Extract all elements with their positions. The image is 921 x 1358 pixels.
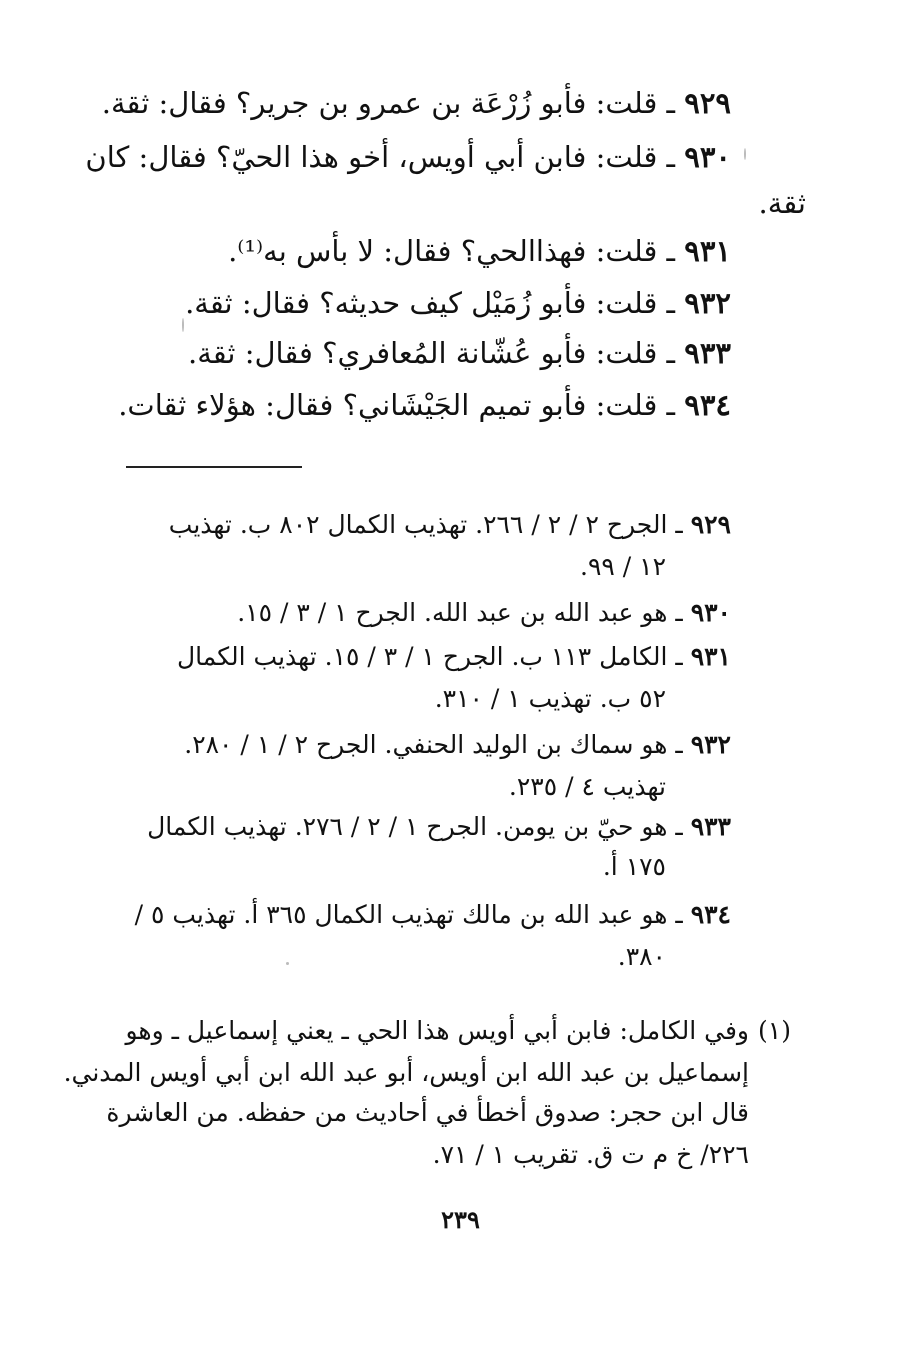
reference-text: ـ الجرح ٢ / ٢ / ٢٦٦. تهذيب الكمال ٨٠٢ ب. تهذيب bbox=[168, 510, 691, 539]
page-number: ٢٣٩ bbox=[441, 1205, 480, 1234]
scan-speck bbox=[182, 318, 184, 332]
entry-text: ـ قلت: فأبو زُرْعَة بن عمرو بن جرير؟ فقال: ثقة. bbox=[101, 86, 685, 120]
scan-speck bbox=[286, 962, 289, 965]
reference-929 bbox=[169, 510, 731, 539]
footnote-separator bbox=[126, 466, 302, 468]
entry-932 bbox=[185, 286, 731, 320]
reference-932-continuation: تهذيب ٤ / ٢٣٥. bbox=[508, 772, 666, 801]
entry-929 bbox=[102, 86, 731, 120]
reference-text: ـ هو حيّ بن يومن. الجرح ١ / ٢ / ٢٧٦. تهذيب الكمال bbox=[147, 812, 691, 841]
reference-933-continuation: ١٧٥ أ. bbox=[602, 852, 666, 881]
reference-929-continuation: ١٢ / ٩٩. bbox=[580, 552, 666, 581]
entry-number: ٩٣٠ bbox=[684, 140, 731, 174]
entry-number: ٩٣١ bbox=[684, 234, 731, 268]
footnote-line: وفي الكامل: فابن أبي أويس هذا الحي ـ يعني إسماعيل ـ وهو bbox=[125, 1016, 749, 1045]
reference-931-continuation: ٥٢ ب. تهذيب ١ / ٣١٠. bbox=[434, 684, 666, 713]
footnote-line: قال ابن حجر: صدوق أخطأ في أحاديث من حفظه. من العاشرة bbox=[106, 1098, 749, 1127]
reference-933 bbox=[147, 812, 731, 841]
reference-number: ٩٣٠ bbox=[690, 598, 731, 627]
reference-text: ـ هو سماك بن الوليد الحنفي. الجرح ٢ / ١ / ٢٨٠. bbox=[184, 730, 691, 759]
entry-text: ـ قلت: فهذاالحي؟ فقال: لا بأس به⁽¹⁾. bbox=[228, 234, 685, 268]
reference-number: ٩٣٤ bbox=[690, 900, 731, 929]
entry-number: ٩٣٣ bbox=[684, 336, 731, 370]
footnote-marker: (١) bbox=[758, 1016, 791, 1045]
reference-number: ٩٣١ bbox=[690, 642, 731, 671]
reference-text: ـ هو عبد الله بن عبد الله. الجرح ١ / ٣ / ١٥. bbox=[237, 598, 691, 627]
entry-number: ٩٣٢ bbox=[684, 286, 731, 320]
entry-933 bbox=[188, 336, 731, 370]
entry-text: ـ قلت: فأبو زُمَيْل كيف حديثه؟ فقال: ثقة. bbox=[185, 286, 685, 320]
reference-number: ٩٢٩ bbox=[690, 510, 731, 539]
footnote-line: ٢٢٦/ خ م ت ق. تقريب ١ / ٧١. bbox=[432, 1140, 749, 1169]
reference-931 bbox=[177, 642, 731, 671]
scan-speck bbox=[744, 148, 746, 160]
reference-number: ٩٣٢ bbox=[690, 730, 731, 759]
entry-number: ٩٢٩ bbox=[684, 86, 731, 120]
entry-931 bbox=[228, 234, 731, 268]
entry-text: ـ قلت: فأبو عُشّانة المُعافري؟ فقال: ثقة. bbox=[187, 336, 685, 370]
entry-934 bbox=[118, 388, 731, 422]
entry-number: ٩٣٤ bbox=[684, 388, 731, 422]
reference-934 bbox=[135, 900, 731, 929]
entry-930-continuation: ثقة. bbox=[758, 186, 806, 220]
reference-text: ـ الكامل ١١٣ ب. الجرح ١ / ٣ / ١٥. تهذيب الكمال bbox=[177, 642, 691, 671]
entry-930 bbox=[85, 140, 731, 174]
reference-932 bbox=[184, 730, 731, 759]
footnote-line: إسماعيل بن عبد الله ابن أويس، أبو عبد الله ابن أبي أويس المدني. bbox=[63, 1058, 749, 1087]
reference-text: ـ هو عبد الله بن مالك تهذيب الكمال ٣٦٥ أ. تهذيب ٥ / bbox=[134, 900, 691, 929]
reference-934-continuation: ٣٨٠. bbox=[617, 942, 666, 971]
reference-number: ٩٣٣ bbox=[690, 812, 731, 841]
entry-text: ـ قلت: فابن أبي أويس، أخو هذا الحيّ؟ فقال: كان bbox=[85, 140, 685, 174]
reference-930 bbox=[237, 598, 731, 627]
entry-text: ـ قلت: فأبو تميم الجَيْشَاني؟ فقال: هؤلاء ثقات. bbox=[118, 388, 685, 422]
